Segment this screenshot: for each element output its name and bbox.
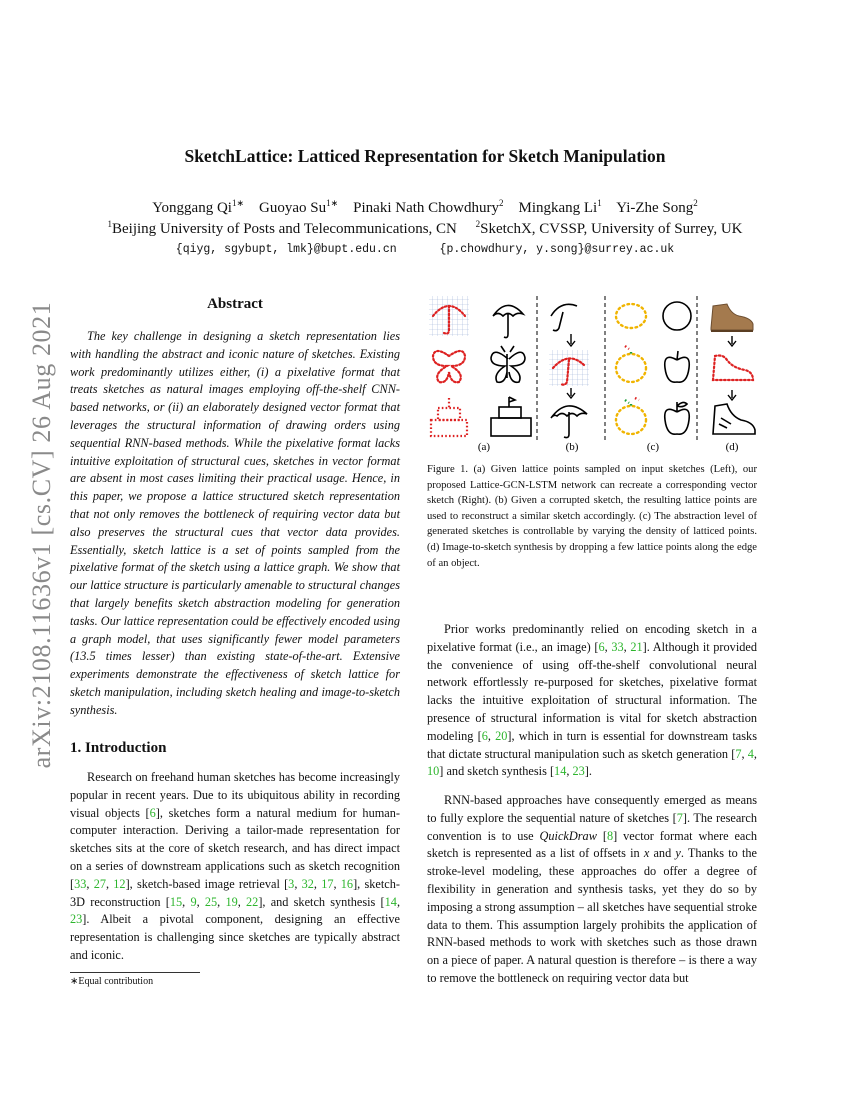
citation-link[interactable]: 4: [747, 746, 754, 761]
citation-link[interactable]: 6: [481, 728, 488, 743]
citation-link[interactable]: 19: [225, 894, 238, 909]
arrow-icon: [567, 334, 575, 346]
citation-link[interactable]: 7: [735, 746, 742, 761]
lattice-apple: [616, 406, 646, 434]
emphasis: QuickDraw: [539, 828, 597, 843]
citation-link[interactable]: 3: [288, 876, 295, 891]
arrow-icon: [728, 336, 736, 346]
emphasis: x: [643, 846, 650, 861]
citation-link[interactable]: 8: [606, 828, 614, 843]
arrow-icon: [567, 388, 575, 398]
affiliation: SketchX, CVSSP, University of Surrey, UK: [480, 221, 743, 237]
citation-link[interactable]: 6: [149, 805, 156, 820]
arxiv-stamp: arXiv:2108.11636v1 [cs.CV] 26 Aug 2021: [27, 301, 56, 769]
lattice-umbrella-b: [549, 350, 589, 386]
lattice-apple: [616, 354, 646, 382]
sketch-apple: [665, 402, 690, 434]
figure-1: [427, 294, 762, 454]
citation-link[interactable]: 23: [70, 912, 83, 927]
citation-link[interactable]: 10: [427, 764, 440, 779]
affiliations: $^1$Beijing University of Posts and Telecommunications, CN $^2$SketchX, CVSSP, University of Surrey, UK: [107, 219, 743, 237]
arrow-icon: [728, 390, 736, 400]
panel-label: (c): [646, 441, 660, 453]
citation-link[interactable]: 25: [204, 894, 218, 909]
lattice-circle: [616, 304, 646, 328]
panel-label: (b): [565, 441, 579, 453]
citation-link[interactable]: 9: [190, 894, 197, 909]
healed-umbrella: [551, 406, 587, 438]
sketch-butterfly: [491, 346, 525, 382]
citation-link[interactable]: 27: [93, 876, 106, 891]
citation-link[interactable]: 33: [611, 639, 624, 654]
intro-paragraph: Research on freehand human sketches has become increasingly popular in recent years. Due to its ubiquitous ability in recording visual objects [6], sketches form a natural medium for human-computer interaction. Deriving a tailor-made representation for sketches sits at the core of sketch research, and has direct impact on a series of downstream applications such as sketch recognition [33, 27, 12], sketch-based image retrieval [3, 32, 17, 16], sketch-3D reconstruction [15, 9, 25, 19, 22], and sketch synthesis [14, 23]. Albeit a pivotal component, designing an effective representation is challenging since sketches are typically abstract and iconic.: [70, 770, 401, 962]
panel-label: (a): [477, 441, 491, 453]
citation-link[interactable]: 33: [74, 876, 87, 891]
citation-link[interactable]: 14: [554, 764, 567, 779]
abstract-heading: Abstract: [207, 296, 263, 312]
citation-link[interactable]: 6: [598, 639, 605, 654]
citation-link[interactable]: 7: [676, 810, 683, 825]
lattice-butterfly: [433, 351, 465, 382]
citation-link[interactable]: 16: [340, 876, 354, 891]
sketch-umbrella: [493, 305, 523, 337]
affiliation: Beijing University of Posts and Telecommunications, CN: [111, 221, 457, 237]
author: Guoyao $Su^{1∗}$: [259, 198, 339, 216]
sketch-shoe: [713, 404, 755, 434]
body-paragraph: RNN-based approaches have consequently emerged as means to fully explore the sequential nature of sketches [7]. The research convention is to use QuickDraw [8] vector format where each sketch is represented as a list of offsets in x and y. Thanks to the stroke-level modeling, these approaches do offer a degree of flexibility in generation and synthesis tasks, yet they do so by imposing a strong assumption – all sketches have sequential stroke data to them. This assumption largely prohibits the application of RNN-based methods to work with sketches such as those drawn on a piece of paper. A natural question is therefore – is there a way to remove the bottleneck on requiring vector data but: [427, 793, 758, 985]
email: {p.chowdhury, y.song}@surrey.ac.uk: [439, 243, 675, 256]
emails: [0, 243, 850, 256]
shoe-photo: [711, 304, 753, 332]
corrupted-umbrella: [551, 304, 577, 330]
author: Yonggang $Qi^{1∗}$: [152, 198, 245, 216]
citation-link[interactable]: 23: [572, 764, 585, 779]
footnote-rule: [70, 972, 200, 973]
email: {qiyg, sgybupt, lmk}@bupt.edu.cn: [175, 243, 397, 256]
citation-link[interactable]: 22: [246, 894, 259, 909]
figure-caption: Figure 1. (a) Given lattice points sampled on input sketches (Left), our proposed Lattice-GCN-LSTM network can recreate a corresponding vector sketch (Right). (b) Given a corrupted sketch, the resulting lattice points are used to reconstruct a similar sketch accordingly. (c) The abstraction level of generated sketches is controllable by varying the density of latticed points. (d) Image-to-sketch synthesis by dropping a few lattice points along the edge of an object.: [427, 464, 757, 569]
panel-label: (d): [725, 441, 739, 453]
citation-link[interactable]: 32: [301, 876, 314, 891]
citation-link[interactable]: 21: [630, 639, 643, 654]
citation-link[interactable]: 15: [169, 894, 183, 909]
section-heading: 1. Introduction: [70, 740, 167, 756]
citation-link[interactable]: 17: [321, 876, 334, 891]
sketch-apple: [665, 351, 690, 382]
author: Mingkang Li$^1$: [518, 198, 602, 216]
sketch-circle: [663, 302, 691, 330]
author: Pinaki Nath Chowdhury$^2$: [353, 198, 504, 216]
lattice-shoe: [713, 356, 753, 381]
sketch-cake: [491, 397, 531, 436]
lattice-cake: [431, 398, 467, 436]
emphasis: y: [675, 846, 681, 861]
lattice-umbrella: [429, 296, 469, 336]
abstract-text: The key challenge in designing a sketch representation lies with handling the abstract and iconic nature of sketches. Existing work predominantly utilizes either, (i) a pixelative format that treats sketches as natural images employing off-the-shelf CNN-based networks, or (ii) an elaborately designed vector format that leverages the structural information of drawing orders using sequential RNN-based methods. While the pixelative format lacks intuitive exploitation of structural cues, sketches in vector format are absent in most cases limiting their practical usage. Hence, in this paper, we propose a lattice structured sketch representation that not only removes the bottleneck of requiring vector data but also preserves the structural cues that vector data provides. Essentially, sketch lattice is a set of points sampled from the pixelative format of the sketch using a lattice graph. We show that our lattice structure is particularly amenable to structural changes that largely benefits sketch abstraction modeling for generation tasks. Our lattice representation could be effectively encoded using a graph model, that uses significantly fewer model parameters (13.5 times lesser) than existing state-of-the-art. Extensive experiments demonstrate the effectiveness of sketch lattice for sketch manipulation, including sketch healing and image-to-sketch synthesis.: [70, 329, 400, 717]
paper-title: SketchLattice: Latticed Representation for Sketch Manipulation: [184, 146, 666, 166]
citation-link[interactable]: 12: [113, 876, 126, 891]
author: Yi-Zhe Song$^2$: [616, 198, 698, 216]
citation-link[interactable]: 14: [384, 894, 397, 909]
author-list: [0, 198, 850, 217]
citation-link[interactable]: 20: [495, 728, 508, 743]
footnote: ∗Equal contribution: [70, 976, 154, 987]
body-paragraph: Prior works predominantly relied on encoding sketch in a pixelative format (i.e., an image) [6, 33, 21]. Although it provided the convenience of using off-the-shelf convolutional neural network effortlessly re-purposed for sketches, pixelative format lacks the intuitive exploitation of structural information. The presence of structural information is vital for sketch abstraction modeling [6, 20], which in turn is essential for downstream tasks that dictate structural manipulation such as sketch generation [7, 4, 10] and sketch synthesis [14, 23].: [427, 622, 757, 779]
